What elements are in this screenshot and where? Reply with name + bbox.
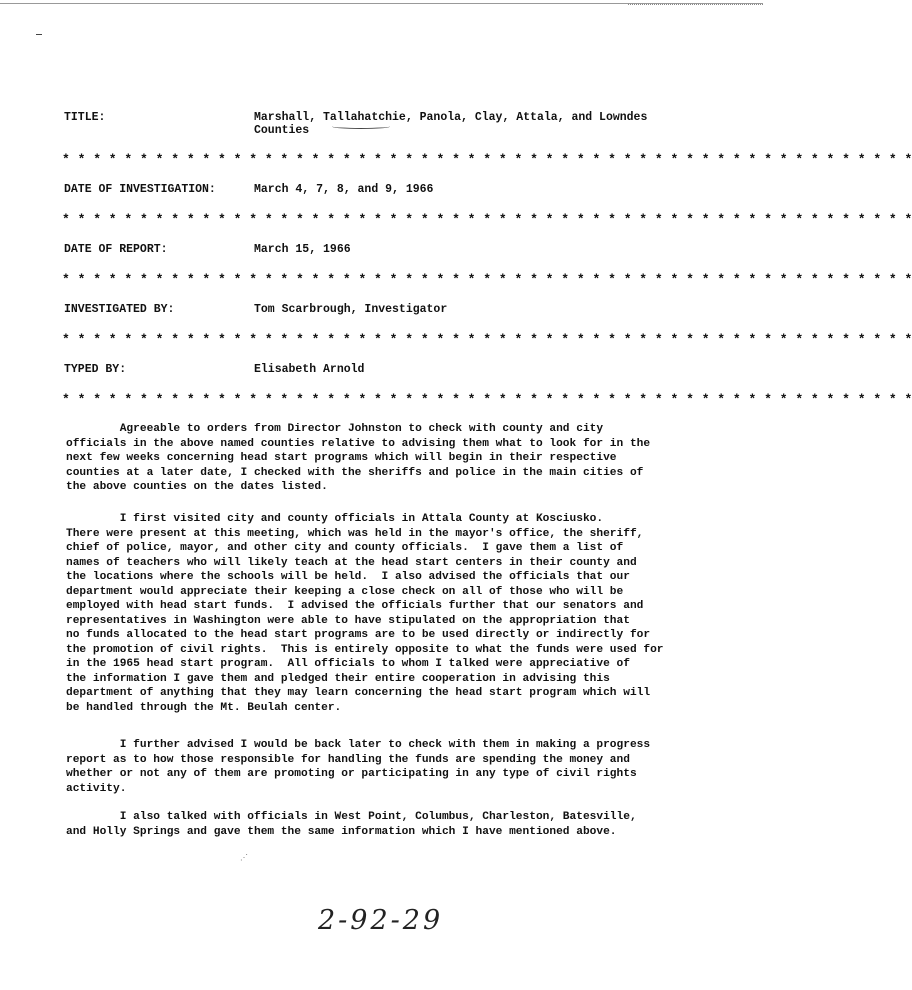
stray-mark — [36, 34, 42, 35]
date-investigation-row — [64, 183, 744, 197]
typed-by-value: Elisabeth Arnold — [254, 363, 365, 376]
separator-2: * * * * * * * * * * * * * * * * * * * * * * * * * * * * * * * * * * * * * * * * * * * * * * * * * * * * * * * — [62, 212, 912, 227]
title-row — [64, 111, 744, 141]
separator-5: * * * * * * * * * * * * * * * * * * * * * * * * * * * * * * * * * * * * * * * * * * * * * * * * * * * * * * * — [62, 392, 912, 407]
date-investigation-value: March 4, 7, 8, and 9, 1966 — [254, 183, 434, 196]
date-report-row — [64, 243, 744, 257]
date-investigation-label: DATE OF INVESTIGATION: — [64, 183, 216, 196]
typed-by-row — [64, 363, 744, 377]
paragraph-4: I also talked with officials in West Point, Columbus, Charleston, Batesville, and Holly Springs and gave them the same information which I have mentioned above. — [66, 811, 637, 838]
separator-4: * * * * * * * * * * * * * * * * * * * * * * * * * * * * * * * * * * * * * * * * * * * * * * * * * * * * * * * — [62, 332, 912, 347]
handwritten-file-number: 2-92-29 — [318, 905, 444, 936]
stray-speck: ⋰ — [240, 854, 248, 863]
page-corner-mark — [628, 0, 763, 5]
paragraph-1: Agreeable to orders from Director Johnston to check with county and city officials in the above named counties relative to advising them what to look for in the next few weeks concerning head start programs which will begin in their respective counties at a later date, I checked with the sheriffs and police in the main cities of the above counties on the dates listed. — [66, 423, 651, 493]
separator-3: * * * * * * * * * * * * * * * * * * * * * * * * * * * * * * * * * * * * * * * * * * * * * * * * * * * * * * * — [62, 272, 912, 287]
investigated-by-label: INVESTIGATED BY: — [64, 303, 175, 316]
title-value-line1: Marshall, Tallahatchie, Panola, Clay, Attala, and Lowndes — [254, 111, 648, 124]
investigated-by-value: Tom Scarbrough, Investigator — [254, 303, 448, 316]
typed-by-label: TYPED BY: — [64, 363, 127, 376]
investigated-by-row — [64, 303, 744, 317]
separator-1: * * * * * * * * * * * * * * * * * * * * * * * * * * * * * * * * * * * * * * * * * * * * * * * * * * * * * * * — [62, 152, 912, 167]
paragraph-2: I first visited city and county officials in Attala County at Kosciusko. There were present at this meeting, which was held in the mayor's office, the sheriff, chief of police, mayor, and other city and county officials. I gave them a list of names of teachers who will likely teach at the head start centers in their county and the locations where the schools will be held. I also advised the officials that our department would appreciate their keeping a close check on all of those who will be employed with head start funds. I advised the officials further that our senators and representatives in Washington were able to have stipulated on the appropriation that no funds allocated to the head start programs are to be used directly or indirectly for the promotion of civil rights. This is entirely opposite to what the funds were used for in the 1965 head start program. All officials to whom I talked were appreciative of the information I gave them and pledged their entire cooperation in advising this department of anything that they may learn concerning the head start program which will be handled through the Mt. Beulah center. — [66, 513, 664, 714]
date-report-value: March 15, 1966 — [254, 243, 351, 256]
date-report-label: DATE OF REPORT: — [64, 243, 168, 256]
title-label: TITLE: — [64, 111, 106, 124]
paragraph-3: I further advised I would be back later to check with them in making a progress report as to how those responsible for handling the funds are spending the money and whether or not any of them are promoting or participating in any type of civil rights activity. — [66, 739, 651, 795]
title-value-line2: Counties — [254, 124, 310, 137]
handwritten-underline — [332, 124, 390, 129]
